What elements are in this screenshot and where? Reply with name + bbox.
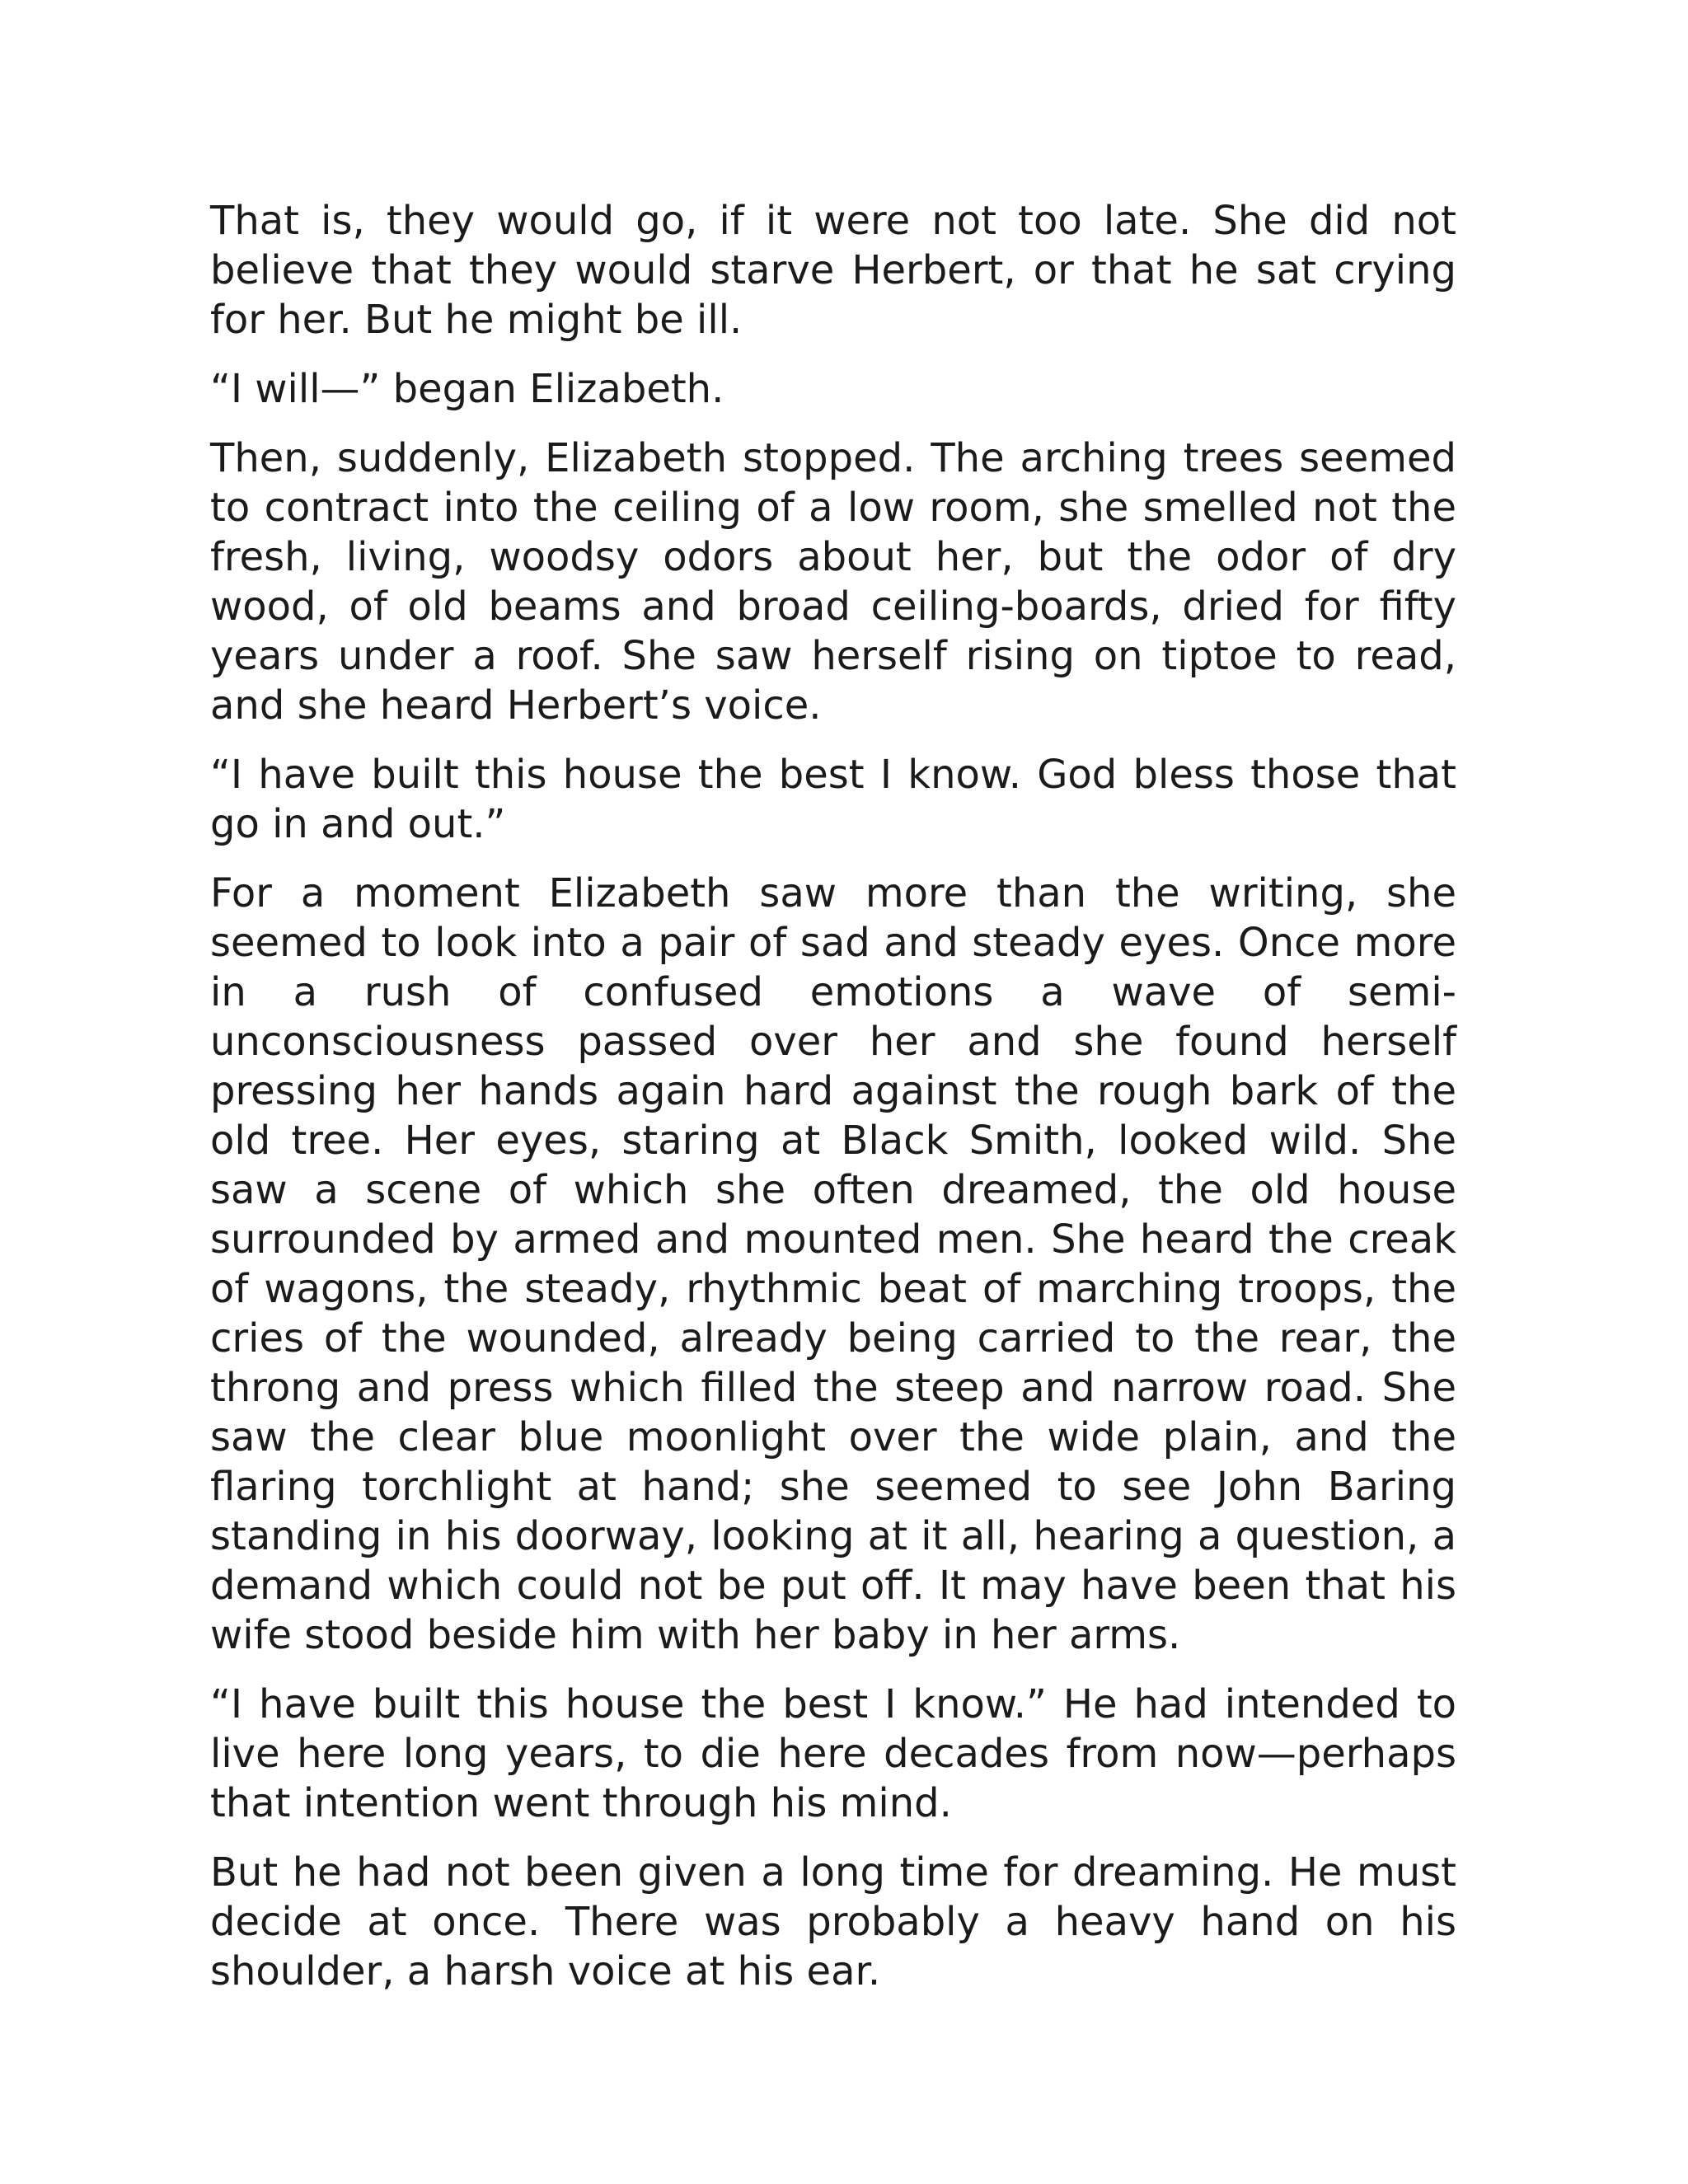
paragraph-5: For a moment Elizabeth saw more than the writing, she seemed to look into a pair of sad and steady eyes. Once more in a rush of confused emotions a wave of semi-unconsciousness passed over her and she found herself pressing her hands again hard against the rough bark of the old tree. Her eyes, staring at Black Smith, looked wild. She saw a scene of which she often dreamed, the old house surrounded by armed and mounted men. She heard the creak of wagons, the steady, rhythmic beat of marching troops, the cries of the wounded, already being carried to the rear, the throng and press which filled the steep and narrow road. She saw the clear blue moonlight over the wide plain, and the flaring torchlight at hand; she seemed to see John Baring standing in his doorway, looking at it all, hearing a question, a demand which could not be put off. It may have been that his wife stood beside him with her baby in her arms.	[210, 870, 1456, 1658]
paragraph-3: Then, suddenly, Elizabeth stopped. The arching trees seemed to contract into the ceiling of a low room, she smelled not the fresh, living, woodsy odors about her, but the odor of dry wood, of old beams and broad ceiling-boards, dried for fifty years under a roof. She saw herself rising on tiptoe to read, and she heard Herbert’s voice.	[210, 435, 1456, 729]
paragraph-7: But he had not been given a long time for dreaming. He must decide at once. There was probably a heavy hand on his shoulder, a harsh voice at his ear.	[210, 1849, 1456, 1994]
paragraph-4: “I have built this house the best I know. God bless those that go in and out.”	[210, 752, 1456, 847]
paragraph-1: That is, they would go, if it were not too late. She did not believe that they would starve Herbert, or that he sat crying for her. But he might be ill.	[210, 198, 1456, 343]
paragraph-6: “I have built this house the best I know.” He had intended to live here long years, to die here decades from now—perhaps that intention went through his mind.	[210, 1681, 1456, 1826]
paragraph-2: “I will—” began Elizabeth.	[210, 366, 724, 412]
body-text	[210, 196, 1456, 2016]
